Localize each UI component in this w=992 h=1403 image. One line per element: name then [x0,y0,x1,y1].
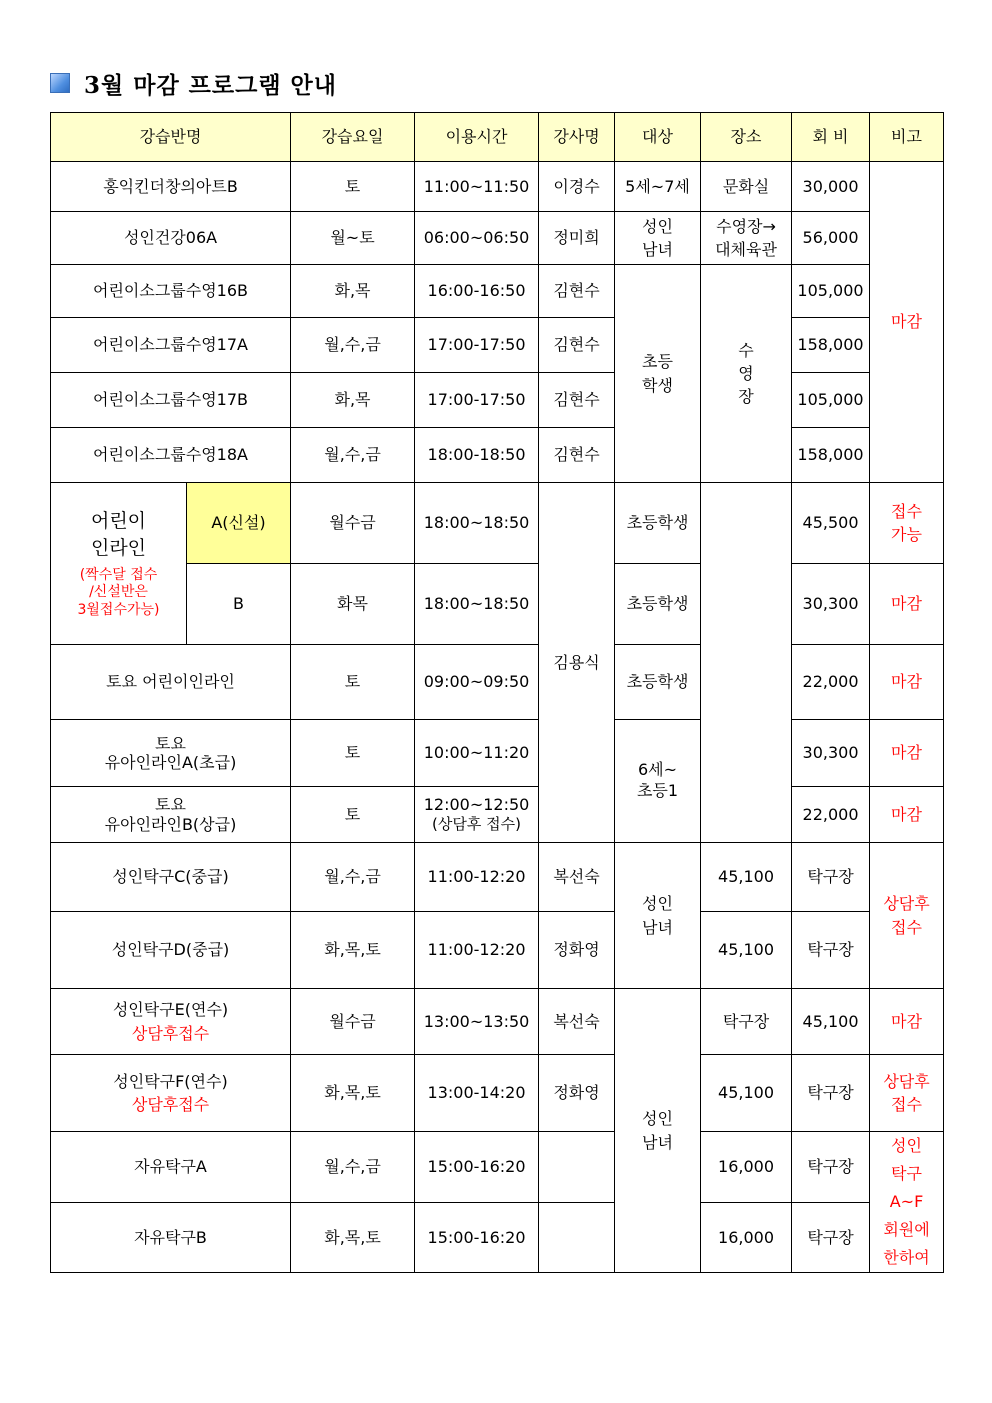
class-name: 자유탁구B [51,1202,291,1273]
class-fee-or-place: 탁구장 [792,912,870,989]
time-line-1: 12:00~12:50 [423,795,530,815]
class-fee-or-place: 탁구장 [792,1055,870,1132]
note-line-3: A~F [889,1192,924,1211]
class-teacher: 김현수 [539,373,615,428]
class-note [870,1055,944,1132]
note-line-2: 가능 [891,525,922,544]
table-row [51,373,944,428]
note-line-1: 접수 [891,501,922,521]
table-row [51,212,944,265]
class-target: 5세~7세 [615,162,701,212]
class-teacher: 정미희 [539,212,615,265]
class-day: 월,수,금 [291,843,415,912]
class-day: 화목 [291,564,415,645]
class-time: 18:00-18:50 [415,428,539,483]
class-time [415,787,539,843]
table-row [51,318,944,373]
class-name: 홍익킨더창의아트B [51,162,291,212]
target-line-2: 남녀 [642,1132,673,1152]
class-target: 초등학생 [615,483,701,564]
table-row [51,1055,944,1132]
class-fee: 158,000 [792,428,870,483]
class-time: 18:00~18:50 [415,564,539,645]
class-place [701,212,792,265]
class-teacher [539,1202,615,1273]
table-row [51,645,944,720]
note-line-4: 회원에 [883,1220,930,1239]
name-line-1: 성인탁구F(연수) [113,1071,228,1091]
table-row [51,1132,944,1203]
program-table [50,112,944,1273]
class-fee: 45,500 [792,483,870,564]
class-time: 11:00-12:20 [415,912,539,989]
class-fee: 105,000 [792,373,870,428]
name-line-1: 성인탁구E(연수) [112,1000,229,1020]
blue-square-bullet-icon [50,73,70,93]
time-line-2: (상담후 접수) [432,815,521,834]
inline-teacher: 김용식 [539,483,615,843]
class-fee-or-place: 탁구장 [792,843,870,912]
class-subgroup: A(신설) [187,483,291,564]
class-day: 화,목 [291,265,415,318]
inline-place [701,483,792,843]
class-teacher: 김현수 [539,318,615,373]
class-name [51,787,291,843]
page-title: 3월 마감 프로그램 안내 [84,71,337,99]
free-tt-note [870,1132,944,1273]
class-time: 11:00-12:20 [415,843,539,912]
class-day: 화,목,토 [291,912,415,989]
class-day: 화,목,토 [291,1202,415,1273]
class-note: 마감 [870,720,944,787]
class-fee: 22,000 [792,787,870,843]
name-line-1: 토요 [155,733,186,753]
class-name: 성인탁구D(중급) [51,912,291,989]
class-name: 토요 어린이인라인 [51,645,291,720]
class-note: 마감 [870,787,944,843]
class-name: 어린이소그룹수영18A [51,428,291,483]
group-line-1: 어린이 [90,509,147,532]
class-teacher: 정화영 [539,912,615,989]
class-teacher: 복선숙 [539,843,615,912]
class-day: 월수금 [291,483,415,564]
note-line-2: 접수 [891,1095,922,1114]
place-line-1: 수영장→ [716,216,776,236]
target-line-1: 성인 [642,894,673,914]
closed-note: 마감 [870,162,944,483]
class-teacher: 정화영 [539,1055,615,1132]
header-place: 장소 [701,113,792,162]
name-note: 상담후접수 [131,1095,210,1114]
class-target: 초등학생 [615,645,701,720]
class-day: 월,수,금 [291,428,415,483]
class-teacher: 복선숙 [539,989,615,1055]
name-line-2: 유아인라인A(초급) [104,753,237,772]
class-fee: 30,300 [792,564,870,645]
table-row [51,1202,944,1273]
target-line-1: 초등 [642,352,673,372]
place-line-2: 대체육관 [715,240,777,259]
note-line-2: 접수 [891,917,922,937]
group-note-line-2: /신설반은 [89,584,148,601]
class-day: 화,목 [291,373,415,428]
name-note: 상담후접수 [131,1023,210,1043]
class-name: 어린이소그룹수영17B [51,373,291,428]
class-time: 13:00~13:50 [415,989,539,1055]
class-teacher: 이경수 [539,162,615,212]
header-note: 비고 [870,113,944,162]
table-row [51,162,944,212]
class-day: 화,목,토 [291,1055,415,1132]
class-fee-or-place: 45,100 [792,989,870,1055]
target-line-1: 성인 [642,216,673,236]
target-line-2: 남녀 [642,917,673,937]
section-heading [50,66,337,100]
place-char: 수 [738,340,754,360]
swim-place [701,265,792,483]
class-place-or-fee: 탁구장 [701,989,792,1055]
class-time: 15:00-16:20 [415,1202,539,1273]
class-teacher: 김현수 [539,428,615,483]
class-place-or-fee: 45,100 [701,843,792,912]
note-line-1: 상담후 [883,1071,930,1091]
target-line-2: 초등1 [636,781,679,800]
class-name [51,720,291,787]
class-day: 토 [291,787,415,843]
class-day: 토 [291,162,415,212]
class-time: 11:00~11:50 [415,162,539,212]
header-target: 대상 [615,113,701,162]
place-char: 장 [738,387,754,407]
class-time: 18:00~18:50 [415,483,539,564]
class-fee: 56,000 [792,212,870,265]
class-teacher: 김현수 [539,265,615,318]
table-row [51,265,944,318]
class-place-or-fee: 45,100 [701,1055,792,1132]
class-name: 자유탁구A [51,1132,291,1203]
class-day: 토 [291,720,415,787]
class-fee: 158,000 [792,318,870,373]
kids-inline-target [615,720,701,843]
group-note-line-1: (짝수달 접수 [79,566,158,583]
tt1-target [615,843,701,989]
class-place-or-fee: 16,000 [701,1202,792,1273]
class-time: 15:00-16:20 [415,1132,539,1203]
target-line-1: 6세~ [637,760,678,780]
class-time: 17:00-17:50 [415,318,539,373]
class-name: 성인탁구C(중급) [51,843,291,912]
class-place-or-fee: 16,000 [701,1132,792,1203]
class-note: 마감 [870,645,944,720]
class-day: 월,수,금 [291,1132,415,1203]
table-row [51,989,944,1055]
class-name [51,989,291,1055]
class-time: 13:00-14:20 [415,1055,539,1132]
class-time: 17:00-17:50 [415,373,539,428]
class-fee-or-place: 탁구장 [792,1132,870,1203]
class-name: 어린이소그룹수영17A [51,318,291,373]
class-note: 마감 [870,564,944,645]
place-char: 영 [738,363,754,383]
table-row [51,912,944,989]
target-line-1: 성인 [642,1109,673,1129]
class-fee: 22,000 [792,645,870,720]
table-row [51,787,944,843]
class-day: 월,수,금 [291,318,415,373]
class-name: 성인건강06A [51,212,291,265]
class-place-or-fee: 45,100 [701,912,792,989]
name-line-1: 토요 [155,795,186,815]
class-name: 어린이소그룹수영16B [51,265,291,318]
class-teacher [539,1132,615,1203]
class-subgroup: B [187,564,291,645]
table-row [51,843,944,912]
header-fee: 회 비 [792,113,870,162]
class-note [870,483,944,564]
class-time: 16:00-16:50 [415,265,539,318]
group-line-2: 인라인 [90,537,147,560]
target-line-2: 남녀 [642,240,673,259]
class-fee: 105,000 [792,265,870,318]
class-fee-or-place: 탁구장 [792,1202,870,1273]
header-time: 이용시간 [415,113,539,162]
note-line-1: 상담후 [883,894,930,914]
class-target [615,212,701,265]
swim-target [615,265,701,483]
table-row [51,720,944,787]
class-name [51,1055,291,1132]
table-row [51,483,944,564]
class-place: 문화실 [701,162,792,212]
table-row [51,428,944,483]
note-line-2: 탁구 [891,1164,922,1183]
class-time: 06:00~06:50 [415,212,539,265]
class-time: 09:00~09:50 [415,645,539,720]
tt2-target [615,989,701,1273]
header-class-name: 강습반명 [51,113,291,162]
class-note: 마감 [870,989,944,1055]
class-fee: 30,300 [792,720,870,787]
note-line-1: 성인 [891,1136,922,1155]
note-line-5: 한하여 [883,1248,930,1267]
inline-group-name [51,483,187,645]
class-day: 월수금 [291,989,415,1055]
name-line-2: 유아인라인B(상급) [104,814,237,834]
header-teacher: 강사명 [539,113,615,162]
class-day: 월~토 [291,212,415,265]
table-header-row [51,113,944,162]
header-day: 강습요일 [291,113,415,162]
class-fee: 30,000 [792,162,870,212]
group-note-line-3: 3월접수가능) [77,601,160,618]
tt1-note [870,843,944,989]
class-target: 초등학생 [615,564,701,645]
class-time: 10:00~11:20 [415,720,539,787]
class-day: 토 [291,645,415,720]
target-line-2: 학생 [642,375,673,395]
